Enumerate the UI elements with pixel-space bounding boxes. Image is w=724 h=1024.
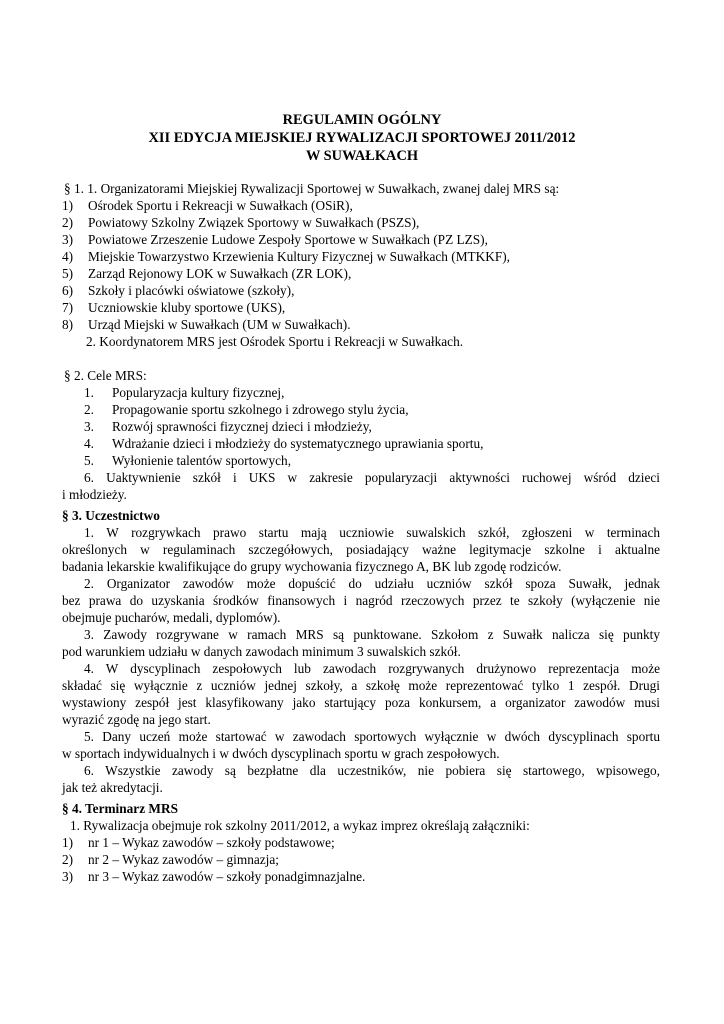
document-title: [0, 111, 724, 165]
section-heading: § 4. Terminarz MRS: [62, 801, 178, 816]
title-line-3: W SUWAŁKACH: [305, 148, 419, 164]
paragraph: [62, 626, 660, 660]
paragraph-line: w sportach indywidualnych i w dwóch dyscyplinach sportu w grach zespołowych.: [62, 746, 500, 761]
title-line-2: XII EDYCJA MIEJSKIEJ RYWALIZACJI SPORTOWEJ 2011/2012: [148, 130, 576, 146]
list-item: [62, 282, 660, 299]
list-text: Wyłonienie talentów sportowych,: [112, 453, 292, 468]
list-item: [62, 299, 660, 316]
list-number: 1.: [84, 385, 94, 400]
schedule-intro: 1. Rywalizacja obejmuje rok szkolny 2011/2012, a wykaz imprez określają załączniki:: [70, 818, 530, 833]
list-text: Popularyzacja kultury fizycznej,: [112, 385, 285, 400]
goal-6-line-1: 6. Uaktywnienie szkół i UKS w zakresie popularyzacji aktywności ruchowej wśród dzieci: [84, 470, 660, 485]
list-text: Uczniowskie kluby sportowe (UKS),: [88, 300, 286, 315]
list-item: [62, 197, 660, 214]
list-number: 2): [62, 852, 74, 867]
paragraph-line: 6. Wszystkie zawody są bezpłatne dla uczestników, nie pobiera się startowego, wpisowego,: [84, 763, 660, 778]
list-number: 6): [62, 283, 74, 298]
list-number: 3.: [84, 419, 94, 434]
section-3-participation: [62, 507, 660, 796]
paragraph-line: badania lekarskie kwalifikujące do grupy wychowania fizycznego A, BK lub zgodę rodziców.: [62, 559, 562, 574]
list-item: [62, 868, 660, 885]
list-number: 1): [62, 198, 74, 213]
list-text: Ośrodek Sportu i Rekreacji w Suwałkach (OSiR),: [88, 198, 353, 213]
paragraph-line: 2. Organizator zawodów może dopuścić do udziału uczniów szkół spoza Suwałk, jednak: [84, 576, 660, 591]
list-number: 3): [62, 232, 74, 247]
paragraph-line: 3. Zawody rozgrywane w ramach MRS są punktowane. Szkołom z Suwałk nalicza się punkty: [84, 627, 660, 642]
list-number: 5.: [84, 453, 94, 468]
list-text: Powiatowy Szkolny Związek Sportowy w Suwałkach (PSZS),: [88, 215, 420, 230]
list-number: 8): [62, 317, 74, 332]
list-number: 2.: [84, 402, 94, 417]
list-item: [62, 834, 660, 851]
list-item: [62, 851, 660, 868]
section-heading: § 2. Cele MRS:: [64, 368, 147, 383]
organizers-list: [62, 197, 660, 333]
list-item: [62, 418, 660, 435]
goal-6-line-2: i młodzieży.: [62, 487, 127, 502]
list-item: [62, 384, 660, 401]
paragraph: [62, 660, 660, 728]
list-number: 4.: [84, 436, 94, 451]
paragraph-line: 1. W rozgrywkach prawo startu mają uczniowie suwalskich szkół, zgłoszeni w terminach: [84, 525, 660, 540]
section-heading: § 3. Uczestnictwo: [62, 508, 160, 523]
section-4-schedule: [62, 800, 660, 885]
list-text: Powiatowe Zrzeszenie Ludowe Zespoły Sportowe w Suwałkach (PZ LZS),: [88, 232, 488, 247]
list-number: 5): [62, 266, 74, 281]
list-item: [62, 316, 660, 333]
list-item: [62, 265, 660, 282]
paragraph-line: 4. W dyscyplinach zespołowych lub zawodach rozgrywanych drużynowo reprezentacja może: [84, 661, 660, 676]
list-text: Miejskie Towarzystwo Krzewienia Kultury Fizycznej w Suwałkach (MTKKF),: [88, 249, 511, 264]
list-item: [62, 401, 660, 418]
coordinator-paragraph: 2. Koordynatorem MRS jest Ośrodek Sportu i Rekreacji w Suwałkach.: [86, 334, 464, 349]
list-text: nr 1 – Wykaz zawodów – szkoły podstawowe;: [88, 835, 335, 850]
list-text: nr 2 – Wykaz zawodów – gimnazja;: [88, 852, 279, 867]
section-2-goals: [62, 367, 660, 503]
paragraph: [62, 575, 660, 626]
paragraph: [62, 762, 660, 796]
list-text: nr 3 – Wykaz zawodów – szkoły ponadgimnazjalne.: [88, 869, 366, 884]
list-number: 4): [62, 249, 74, 264]
list-item: [62, 452, 660, 469]
list-item: [62, 248, 660, 265]
paragraph-line: wystawiony zespół jest klasyfikowany jako startujący poza konkursem, a organizator zawodów musi: [62, 695, 660, 710]
list-number: 2): [62, 215, 74, 230]
list-text: Wdrażanie dzieci i młodzieży do systematycznego uprawiania sportu,: [112, 436, 484, 451]
paragraph-line: jak też akredytacji.: [62, 780, 163, 795]
list-item: [62, 214, 660, 231]
paragraph-line: bez prawa do uzyskania środków finansowych i nagród rzeczowych przez te szkoły (wyłączenie nie: [62, 593, 660, 608]
list-text: Propagowanie sportu szkolnego i zdrowego stylu życia,: [112, 402, 409, 417]
paragraph-line: składać się wyłącznie z uczniów jednej szkoły, a szkołę może reprezentować tylko 1 zespół. Drugi: [62, 678, 660, 693]
list-item: [62, 231, 660, 248]
list-text: Rozwój sprawności fizycznej dzieci i młodzieży,: [112, 419, 372, 434]
paragraph-line: 5. Dany uczeń może startować w zawodach sportowych wyłącznie w dwóch dyscyplinach sportu: [84, 729, 660, 744]
list-number: 7): [62, 300, 74, 315]
list-text: Szkoły i placówki oświatowe (szkoły),: [88, 283, 295, 298]
paragraph-line: obejmuje pucharów, medali, dyplomów).: [62, 610, 281, 625]
document-body: [62, 180, 660, 885]
list-text: Urząd Miejski w Suwałkach (UM w Suwałkach).: [88, 317, 351, 332]
section-1-intro: § 1. 1. Organizatorami Miejskiej Rywalizacji Sportowej w Suwałkach, zwanej dalej MRS są:: [64, 181, 560, 196]
title-line-1: REGULAMIN OGÓLNY: [282, 112, 442, 128]
list-item: [62, 435, 660, 452]
paragraph: [62, 728, 660, 762]
paragraph-line: pod warunkiem udziału w danych zawodach minimum 3 suwalskich szkół.: [62, 644, 461, 659]
list-number: 1): [62, 835, 74, 850]
list-number: 3): [62, 869, 74, 884]
section-1-organizers: [62, 180, 660, 350]
list-text: Zarząd Rejonowy LOK w Suwałkach (ZR LOK),: [88, 266, 352, 281]
paragraph-line: wyrazić zgodę na jego start.: [62, 712, 211, 727]
paragraph: [62, 524, 660, 575]
paragraph-line: określonych w regulaminach szczegółowych, posiadający ważne legitymacje szkolne i aktualne: [62, 542, 660, 557]
